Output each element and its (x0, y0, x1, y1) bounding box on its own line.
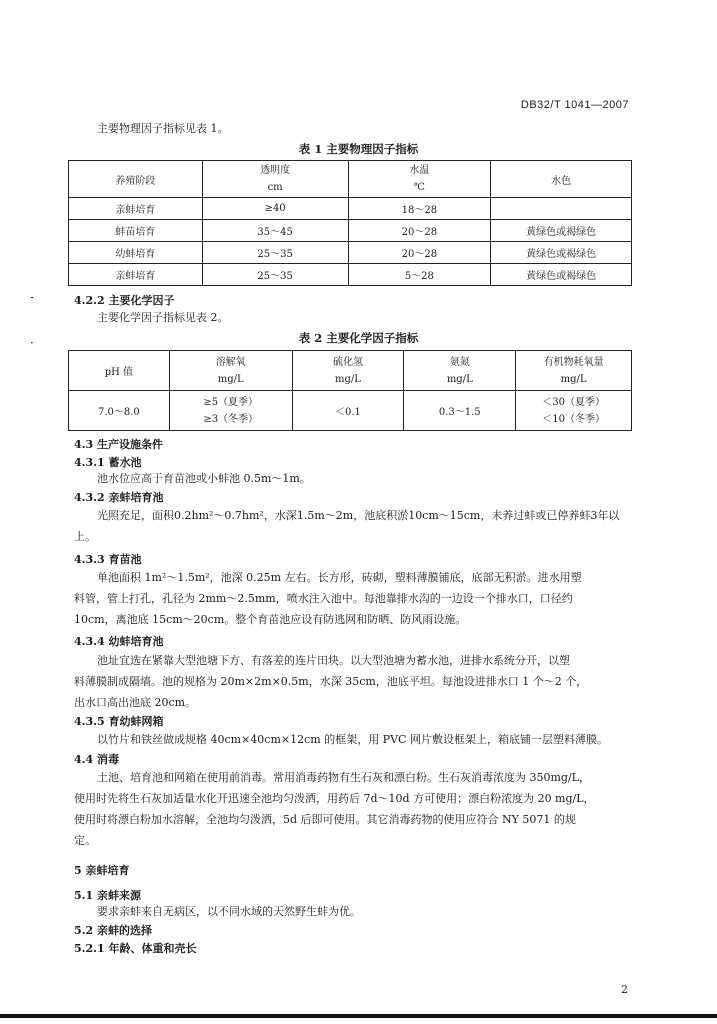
cell-ammonia-nitrogen: 0.3～1.5 (404, 391, 516, 431)
cell-temperature: 20～28 (348, 242, 491, 264)
section-4-4-line: 定。 (74, 834, 96, 847)
cell-dissolved-oxygen (169, 391, 292, 431)
cell-stage: 幼蚌培育 (69, 242, 203, 264)
section-4-4-line: 使用时将漂白粉加水溶解，全池均匀泼洒，5d 后即可使用。其它消毒药物的使用应符合 NY 5071 的规 (74, 813, 576, 826)
section-4-3-4-line: 出水口高出池底 20cm。 (74, 696, 197, 709)
col-hydrogen-sulfide-unit: mg/L (335, 373, 361, 385)
section-4-3-3-line: 料管，管上打孔，孔径为 2mm～2.5mm，喷水注入池中。每池靠排水沟的一边设一个排水口，口径约 (74, 592, 573, 605)
section-4-3-title: 4.3 生产设施条件 (74, 438, 163, 451)
col-stage: 养殖阶段 (69, 161, 203, 198)
cell-cod-winter: ＜10（冬季） (542, 413, 605, 425)
cell-oxygen-consumption (516, 391, 632, 431)
section-4-3-2-line: 上。 (74, 530, 96, 543)
section-4-3-1-text: 池水位应高于育苗池或小蚌池 0.5m～1m。 (97, 472, 311, 485)
scan-bottom-edge (0, 1014, 717, 1018)
chemical-factors-table (68, 350, 632, 431)
col-hydrogen-sulfide (292, 351, 404, 391)
section-5-1-title: 5.1 亲蚌来源 (74, 889, 141, 902)
section-4-3-2-title: 4.3.2 亲蚌培育池 (74, 491, 164, 504)
section-4-3-5-title: 4.3.5 育幼蚌网箱 (74, 715, 164, 728)
cell-stage: 亲蚌培育 (69, 198, 203, 220)
cell-ph: 7.0～8.0 (69, 391, 170, 431)
col-transparency-label: 透明度 (260, 165, 291, 176)
col-temperature-unit: ℃ (413, 182, 425, 193)
table-row (69, 220, 632, 242)
section-4-3-1-title: 4.3.1 蓄水池 (74, 456, 142, 469)
scan-mark: - (30, 290, 35, 304)
section-5-1-text: 要求亲蚌来自无病区，以不同水域的天然野生蚌为优。 (97, 905, 361, 918)
col-hydrogen-sulfide-label: 硫化氢 (332, 356, 363, 368)
col-transparency (202, 161, 348, 198)
cell-temperature: 5～28 (348, 264, 491, 286)
cell-water-color: 黄绿色或褐绿色 (491, 220, 632, 242)
cell-cod-summer: ＜30（夏季） (542, 396, 605, 408)
section-4-3-2-line: 光照充足，面积0.2hm²～0.7hm²，水深1.5m～2m，池底积淤10cm～15cm，未养过蚌或已停养蚌3年以 (97, 509, 620, 522)
cell-transparency: 35～45 (202, 220, 348, 242)
section-4-3-4-line: 池址宜选在紧靠大型池塘下方、有落差的连片田块。以大型池塘为蓄水池，进排水系统分开，以塑 (97, 654, 570, 667)
table-row (69, 391, 632, 431)
scan-mark: · (30, 336, 34, 350)
table2-caption: 表 2 主要化学因子指标 (298, 331, 419, 345)
cell-water-color (491, 198, 632, 220)
section-5-2-title: 5.2 亲蚌的选择 (74, 924, 152, 937)
section-4-4-line: 土池、培育池和网箱在使用前消毒。常用消毒药物有生石灰和漂白粉。生石灰消毒浓度为 350mg/L， (97, 771, 590, 784)
section-5-2-1-title: 5.2.1 年龄、体重和壳长 (74, 942, 197, 955)
section-4-3-4-line: 料薄膜制成隔墙。池的规格为 20m×2m×0.5m，水深 35cm，池底平坦。每池设进排水口 1 个～2 个， (74, 675, 588, 688)
section-4-3-3-line: 10cm，离池底 15cm～20cm。整个育苗池应设有防逃网和防晒、防风雨设施。 (74, 613, 467, 626)
col-temperature-label: 水温 (409, 165, 430, 176)
cell-hydrogen-sulfide: ＜0.1 (292, 391, 404, 431)
section-4-3-5-line: 以竹片和铁丝做成规格 40cm×40cm×12cm 的框架，用 PVC 网片敷设框架上，箱底铺一层塑料薄膜。 (97, 733, 608, 746)
section-4-2-2-title: 4.2.2 主要化学因子 (74, 294, 175, 307)
cell-stage: 蚌苗培育 (69, 220, 203, 242)
section-4-3-3-line: 单池面积 1m²～1.5m²，池深 0.25m 左右。长方形，砖砌，塑料薄膜铺底，底部无积淤。进水用塑 (97, 571, 582, 584)
col-ammonia-nitrogen-unit: mg/L (446, 373, 473, 385)
cell-temperature: 18～28 (348, 198, 491, 220)
col-water-color: 水色 (491, 161, 632, 198)
cell-transparency: 25～35 (202, 242, 348, 264)
col-dissolved-oxygen-label: 溶解氧 (215, 356, 246, 368)
section-4-2-2-text: 主要化学因子指标见表 2。 (97, 311, 229, 324)
cell-transparency: 25～35 (202, 264, 348, 286)
section-4-4-line: 使用时先将生石灰加适量水化开迅速全池均匀泼洒，用药后 7d～10d 方可使用；漂白粉浓度为 20 mg/L， (74, 792, 595, 805)
cell-temperature: 20～28 (348, 220, 491, 242)
table-row (69, 242, 632, 264)
col-oxygen-consumption-unit: mg/L (560, 373, 587, 385)
physical-factors-table (68, 160, 632, 286)
col-temperature (348, 161, 491, 198)
intro-text: 主要物理因子指标见表 1。 (97, 122, 229, 135)
cell-water-color: 黄绿色或褐绿色 (491, 264, 632, 286)
cell-transparency: ≥40 (202, 198, 348, 220)
cell-do-winter: ≥3（冬季） (203, 413, 259, 425)
section-5-title: 5 亲蚌培育 (74, 864, 130, 877)
table-row (69, 264, 632, 286)
section-4-4-title: 4.4 消毒 (74, 753, 119, 766)
cell-stage: 亲蚌培育 (69, 264, 203, 286)
col-ph: pH 值 (69, 351, 170, 391)
document-code: DB32/T 1041—2007 (520, 99, 629, 111)
table-row (69, 198, 632, 220)
cell-do-summer: ≥5（夏季） (203, 396, 259, 408)
table1-caption: 表 1 主要物理因子指标 (298, 142, 419, 156)
page-number: 2 (621, 983, 628, 996)
col-oxygen-consumption (516, 351, 632, 391)
col-transparency-unit: cm (267, 182, 283, 193)
section-4-3-4-title: 4.3.4 幼蚌培育池 (74, 635, 164, 648)
col-ammonia-nitrogen (404, 351, 516, 391)
table1-header-row (69, 161, 632, 198)
section-4-3-3-title: 4.3.3 育苗池 (74, 553, 142, 566)
table2-header-row (69, 351, 632, 391)
col-dissolved-oxygen-unit: mg/L (217, 373, 244, 385)
col-ammonia-nitrogen-label: 氨氮 (449, 356, 470, 368)
col-dissolved-oxygen (169, 351, 292, 391)
cell-water-color: 黄绿色或褐绿色 (491, 242, 632, 264)
col-oxygen-consumption-label: 有机物耗氧量 (543, 356, 604, 368)
